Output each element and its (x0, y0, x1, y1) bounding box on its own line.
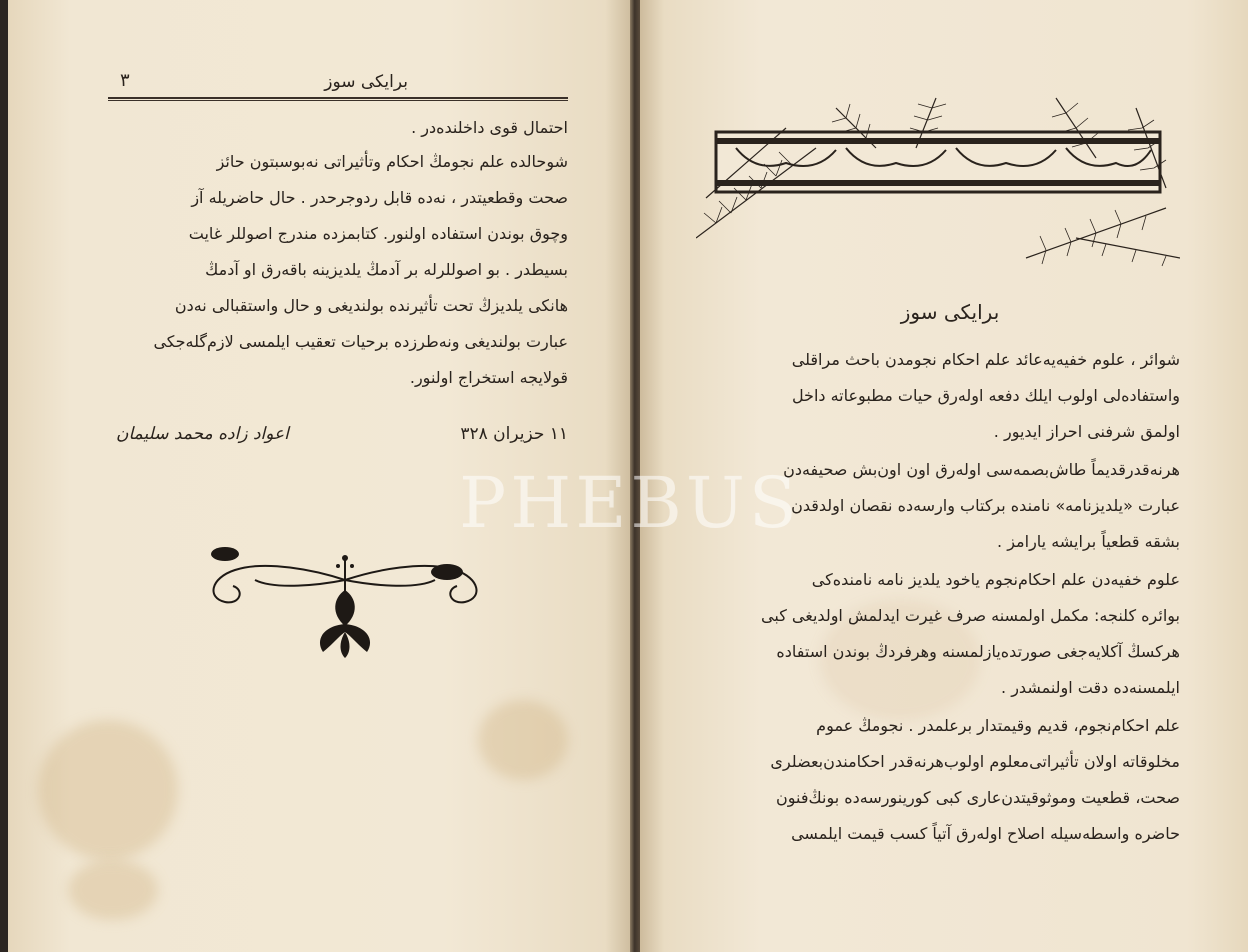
text-line: شوائر ، علوم خفیه‌یه‌عائد علم احکام نجومدن باحث مراقلی (791, 350, 1180, 369)
pine-branch-headpiece-illustration (696, 88, 1180, 268)
text-line: ایلمسنه‌ده دقت اولنمشدر . (1001, 678, 1180, 697)
header-rule (108, 97, 568, 101)
text-line: هرنه‌قدرقدیماً طاش‌بصمه‌سی اوله‌رق اون اون‌بش صحیفه‌دن (783, 460, 1180, 479)
article-title: برایکی سوز (900, 300, 1000, 324)
text-line: عبارت «یلدیزنامه» نامنده برکتاب وارسه‌ده نقصان اولدقدن (791, 496, 1180, 515)
floral-tailpiece-ornament (195, 540, 495, 660)
text-line: صحت وقطعیتدر ، نه‌ده قابل ردوجرحدر . حال حاضریله آز (191, 188, 568, 207)
text-line: قولایجه استخراج اولنور. (409, 368, 568, 387)
foxing-stain (478, 700, 568, 780)
text-line: هانکی یلدیزڭ تحت تأثیرنده بولندیغی و حال واستقبالی نه‌دن (174, 296, 568, 315)
text-line: عبارت بولندیغی ونه‌طرزده برحیات تعقیب ایلمسی لازم‌گله‌جکی (153, 332, 568, 351)
foxing-stain (68, 860, 158, 920)
text-line: بوائره کلنجه: مکمل اولمسنه صرف غیرت ایدلمش اولدیغی کبی (761, 606, 1180, 625)
running-title: برایکی سوز (324, 72, 408, 92)
text-line: بشقه قطعیاً برایشه یارامز . (997, 532, 1180, 551)
signature-author: اعواد زاده محمد سلیمان (116, 424, 289, 444)
signature-date: ١١ حزیران ٣٢٨ (460, 424, 568, 444)
text-line: حاضره واسطه‌سیله اصلاح اوله‌رق آتیاً کسب قیمت ایلمسی (791, 824, 1180, 843)
text-line: اولمق شرفنی احراز ایدیور . (993, 422, 1180, 441)
text-line: بسیطدر . بو اصوللرله بر آدمڭ یلدیزینه باقه‌رق او آدمڭ (205, 260, 568, 279)
text-line: وچوق بوندن استفاده اولنور. کتابمزده مندرج اصوللر غایت (188, 224, 568, 243)
text-line: واستفاده‌لی اولوب ایلك دفعه اوله‌رق حیات مطبوعاته داخل (791, 386, 1180, 405)
text-line: مخلوقاته اولان تأثیراتی‌معلوم اولوب‌هرنه‌قدر احکامندن‌بعضلری (770, 752, 1180, 771)
page-number: ٣ (120, 70, 130, 91)
signature-row (108, 424, 568, 454)
text-line: علم احکام‌نجوم، قدیم وقیمتدار برعلمدر . نجومڭ عموم (816, 716, 1180, 735)
foxing-stain (38, 720, 178, 860)
running-head (108, 70, 568, 96)
text-line: احتمال قوی داخلنده‌در . (411, 118, 568, 137)
text-line: علوم خفیه‌دن علم احکام‌نجوم یاخود یلدیز نامه نامنده‌کی (811, 570, 1180, 589)
text-line: هرکسڭ آکلایه‌جغی صورتده‌یازلمسنه وهرفردڭ بوندن استفاده (776, 642, 1180, 661)
text-line: صحت، قطعیت وموثوقیتدن‌عاری کبی کورینورسه‌ده بونڭ‌فنون (776, 788, 1180, 807)
text-line: شوحالده علم نجومڭ احکام وتأثیراتی نه‌بوسبتون حائز (216, 152, 568, 171)
watermark: PHEBUS (459, 462, 801, 544)
